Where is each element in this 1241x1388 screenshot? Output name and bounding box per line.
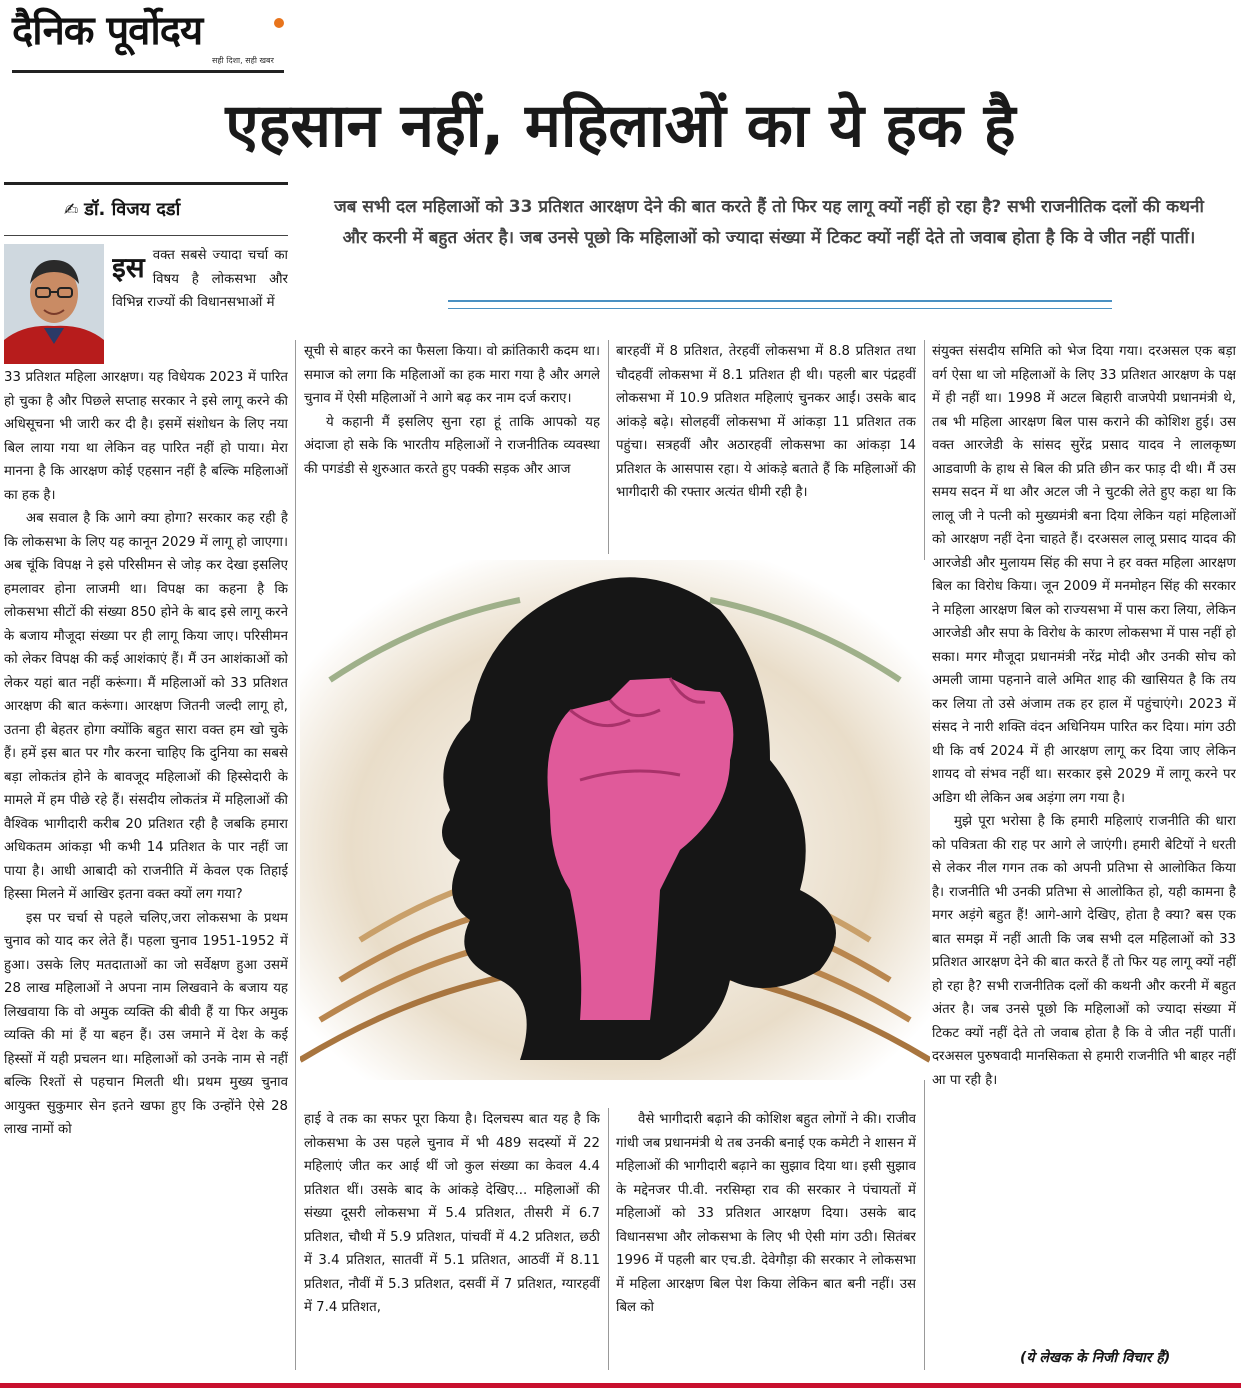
column-4 — [932, 340, 1236, 1342]
masthead — [12, 8, 284, 72]
author-portrait-image — [4, 244, 104, 364]
column-1-top — [112, 244, 288, 364]
column-divider — [608, 1108, 609, 1370]
author-portrait — [4, 244, 104, 364]
dropcap: इस — [112, 251, 145, 284]
col4-para1: संयुक्त संसदीय समिति को भेज दिया गया। दरअसल एक बड़ा वर्ग ऐसा था जो महिलाओं के लिए 33 प्रतिशत आरक्षण के पक्ष में ही नहीं था। 1998 में अटल बिहारी वाजपेयी प्रधानमंत्री थे, तब भी महिला आरक्षण बिल पास कराने की कोशिश हुई। उस वक्त आरजेडी के सांसद सुरेंद्र प्रसाद यादव ने लालकृष्ण आडवाणी के हाथ से बिल की प्रति छीन कर फाड़ दी थी। मैं उस समय सदन में था और अटल जी ने चुटकी लेते हुए कहा था कि लालू जी ने पत्नी को मुख्यमंत्री बना दिया लेकिन यहां महिलाओं को आरक्षण नहीं देना चाहते हैं। दरअसल लालू प्रसाद यादव की आरजेडी और मुलायम सिंह की सपा ने हर वक्त महिला आरक्षण बिल का विरोध किया। जून 2009 में मनमोहन सिंह की सरकार ने महिला आरक्षण बिल को राज्यसभा में पास करा लिया, लेकिन आरजेडी और सपा के विरोध के कारण लोकसभा में पास नहीं हो सका। मगर मौजूदा प्रधानमंत्री नरेंद्र मोदी और उनकी सोच को अमली जामा पहनाने वाले अमित शाह की खासियत है कि तय कर लिया तो उसे अंजाम तक हर हाल में पहुंचाएंगे। 2023 में संसद ने नारी शक्ति वंदन अधिनियम पारित कर दिया। मांग उठी थी कि वर्ष 2024 में ही आरक्षण लागू कर दिया जाए लेकिन शायद वो संभव नहीं था। सरकार इसे 2029 में लागू करने पर अडिग थी लेकिन अब अड़ंगा लग गया है। — [932, 344, 1236, 806]
intro-rule-bottom — [448, 308, 1112, 309]
col1-para1-start: वक्त सबसे ज्यादा चर्चा का विषय है लोकसभा और विभिन्न राज्यों की विधानसभाओं में — [112, 248, 288, 310]
col2-para3: हाई वे तक का सफर पूरा किया है। दिलचस्प बात यह है कि लोकसभा के उस पहले चुनाव में भी 489 सदस्यों में 22 महिलाएं जीत कर आई थीं जो कुल संख्या का केवल 4.4 प्रतिशत थीं। उसके बाद के आंकड़े देखिए... महिलाओं की संख्या दूसरी लोकसभा में 5.4 प्रतिशत, तीसरी में 6.7 प्रतिशत, चौथी में 5.9 प्रतिशत, पांचवीं में 4.2 प्रतिशत, छठी में 3.4 प्रतिशत, सातवीं में 5.1 प्रतिशत, आठवीं में 8.11 प्रतिशत, नौवीं में 5.3 प्रतिशत, दसवीं में 7 प्रतिशत, ग्यारहवीं में 7.4 प्रतिशत, — [304, 1112, 600, 1315]
pen-icon: ✍ — [64, 200, 79, 220]
disclaimer-note: (ये लेखक के निजी विचार हैं) — [1020, 1350, 1171, 1366]
fist-silhouette-illustration — [300, 560, 930, 1080]
column-2-bottom — [304, 1108, 600, 1370]
col2-para2: ये कहानी मैं इसलिए सुना रहा हूं ताकि आपको यह अंदाजा हो सके कि भारतीय महिलाओं ने राजनीतिक व्यवस्था की पगडंडी से शुरुआत करते हुए पक्की सड़क और आज — [304, 414, 600, 477]
byline-box — [4, 182, 288, 236]
masthead-rule — [12, 70, 284, 73]
column-3-top — [616, 340, 916, 554]
bottom-rule — [0, 1383, 1241, 1388]
column-divider — [295, 340, 296, 1370]
col3-para1: बारहवीं में 8 प्रतिशत, तेरहवीं लोकसभा में 8.8 प्रतिशत तथा चौदहवीं लोकसभा में 8.1 प्रतिशत ही थी। पहली बार पंद्रहवीं लोकसभा में 10.9 प्रतिशत महिलाएं चुनकर आईं। उसके बाद आंकड़े बढ़े। सोलहवीं लोकसभा में आंकड़ा 11 प्रतिशत तक पहुंचा। सत्रहवीं और अठारहवीं लोकसभा का आंकड़ा 14 प्रतिशत के आसपास रहा। ये आंकड़े बताते हैं कि महिलाओं की भागीदारी की रफ्तार अत्यंत धीमी रही है। — [616, 344, 916, 500]
newspaper-logo: दैनिक पूर्वोदय — [12, 8, 203, 54]
logo-sun-icon — [274, 18, 284, 28]
article-intro: जब सभी दल महिलाओं को 33 प्रतिशत आरक्षण देने की बात करते हैं तो फिर यह लागू क्यों नहीं हो रहा है? सभी राजनीतिक दलों की कथनी और करनी में बहुत अंतर है। जब उनसे पूछो कि महिलाओं को ज्यादा संख्या में टिकट क्यों नहीं देते तो जवाब होता है कि वे जीत नहीं पातीं। — [334, 197, 1204, 248]
byline — [64, 197, 180, 221]
col1-para3: इस पर चर्चा से पहले चलिए,जरा लोकसभा के प्रथम चुनाव को याद कर लेते हैं। पहला चुनाव 1951-1952 में हुआ। उसके लिए मतदाताओं का जो सर्वेक्षण हुआ उसमें 28 लाख महिलाओं ने अपना नाम लिखवाने के बजाय यह लिखवाया कि वो अमुक व्यक्ति की बीवी हैं या फिर अमुक व्यक्ति की मां हैं या बहन हैं। उस जमाने में देश के कई हिस्सों में यही प्रचलन था। महिलाओं को उनके नाम से नहीं बल्कि रिश्तों से पहचान मिलती थी। प्रथम मुख्य चुनाव आयुक्त सुकुमार सेन इतने खफा हुए कि उन्होंने ऐसे 28 लाख नामों को — [4, 910, 288, 1137]
column-divider — [608, 340, 609, 554]
column-1 — [4, 366, 288, 1370]
col1-para2: अब सवाल है कि आगे क्या होगा? सरकार कह रही है कि लोकसभा के लिए यह कानून 2029 में लागू हो जाएगा। अब चूंकि विपक्ष ने इसे परिसीमन से जोड़ कर देखा इसलिए हमलावर होना लाजमी था। विपक्ष का कहना है कि लोकसभा सीटों की संख्या 850 होने के बाद इसे लागू करने के बजाय मौजूदा संख्या पर ही लागू किया जाए। परिसीमन को लेकर विपक्ष की कई आशंकाएं हैं। मैं उन आशंकाओं को लेकर यहां बात नहीं करूंगा। मैं महिलाओं को 33 प्रतिशत आरक्षण की बात करूंगा। आरक्षण जितनी जल्दी लागू हो, उतना ही बेहतर होगा क्योंकि बहुत सारा वक्त हम खो चुके हैं। हमें इस बात पर गौर करना चाहिए कि दुनिया का सबसे बड़ा लोकतंत्र होने के बावजूद महिलाओं की हिस्सेदारी के मामले में हम पीछे रहे हैं। संसदीय लोकतंत्र में महिलाओं की वैश्विक भागीदारी करीब 20 प्रतिशत रही है जबकि हमारा अधिकतम आंकड़ा भी कभी 14 प्रतिशत के पार नहीं जा पाया है। आधी आबादी को राजनीति में केवल एक तिहाई हिस्सा मिलने में आखिर इतना वक्त क्यों लग गया? — [4, 511, 288, 902]
author-name: डॉ. विजय दर्डा — [84, 199, 181, 220]
column-2-top — [304, 340, 600, 554]
col4-para2: मुझे पूरा भरोसा है कि हमारी महिलाएं राजनीति की धारा को पवित्रता की राह पर आगे ले जाएंगी। हमारी बेटियों ने धरती से लेकर नील गगन तक को अपनी प्रतिभा से आलोकित किया है। राजनीति भी उनकी प्रतिभा से आलोकित हो, यही कामना है मगर अड़ंगे बहुत हैं! आगे-आगे देखिए, होता है क्या? बस एक बात समझ में नहीं आती कि जब सभी दल महिलाओं को 33 प्रतिशत आरक्षण देने की बात करते हैं तो फिर यह लागू क्यों नहीं हो रहा है? सभी राजनीतिक दलों की कथनी और करनी में बहुत अंतर है। जब उनसे पूछो कि महिलाओं को ज्यादा संख्या में टिकट क्यों नहीं देते तो जवाब होता है कि वे जीत नहीं पातीं। दरअसल पुरुषवादी मानसिकता से हमारी राजनीति भी बाहर नहीं आ पा रही है। — [932, 814, 1236, 1088]
col1-para1-rest: 33 प्रतिशत महिला आरक्षण। यह विधेयक 2023 में पारित हो चुका है और पिछले सप्ताह सरकार ने इसे लागू करने की अधिसूचना भी जारी कर दी है। इसमें संशोधन के लिए नया बिल लाया गया था लेकिन वह पारित नहीं हो पाया। मेरा मानना है कि आरक्षण कोई एहसान नहीं है बल्कि महिलाओं का हक है। — [4, 370, 288, 503]
article-illustration — [300, 560, 930, 1080]
intro-rule-top — [448, 300, 1112, 302]
col2-para1: सूची से बाहर करने का फैसला किया। वो क्रांतिकारी कदम था। समाज को लगा कि महिलाओं का हक मारा गया है और अगले चुनाव में ऐसी महिलाओं ने आगे बढ़ कर नाम दर्ज कराए। — [304, 344, 600, 406]
masthead-tagline: सही दिशा, सही खबर — [212, 56, 274, 65]
column-3-bottom — [616, 1108, 916, 1370]
col3-para2: वैसे भागीदारी बढ़ाने की कोशिश बहुत लोगों ने की। राजीव गांधी जब प्रधानमंत्री थे तब उनकी बनाई एक कमेटी ने शासन में महिलाओं की भागीदारी बढ़ाने का सुझाव दिया था। इसी सुझाव के मद्देनजर पी.वी. नरसिम्हा राव की सरकार ने पंचायतों में महिलाओं को 33 प्रतिशत आरक्षण दिया। उसके बाद विधानसभा और लोकसभा के लिए भी ऐसी मांग उठी। सितंबर 1996 में पहली बार एच.डी. देवेगौड़ा की सरकार ने लोकसभा में महिला आरक्षण बिल पेश किया लेकिन बात बनी नहीं। उस बिल को — [616, 1112, 916, 1315]
article-headline: एहसान नहीं, महिलाओं का ये हक है — [225, 91, 1016, 161]
